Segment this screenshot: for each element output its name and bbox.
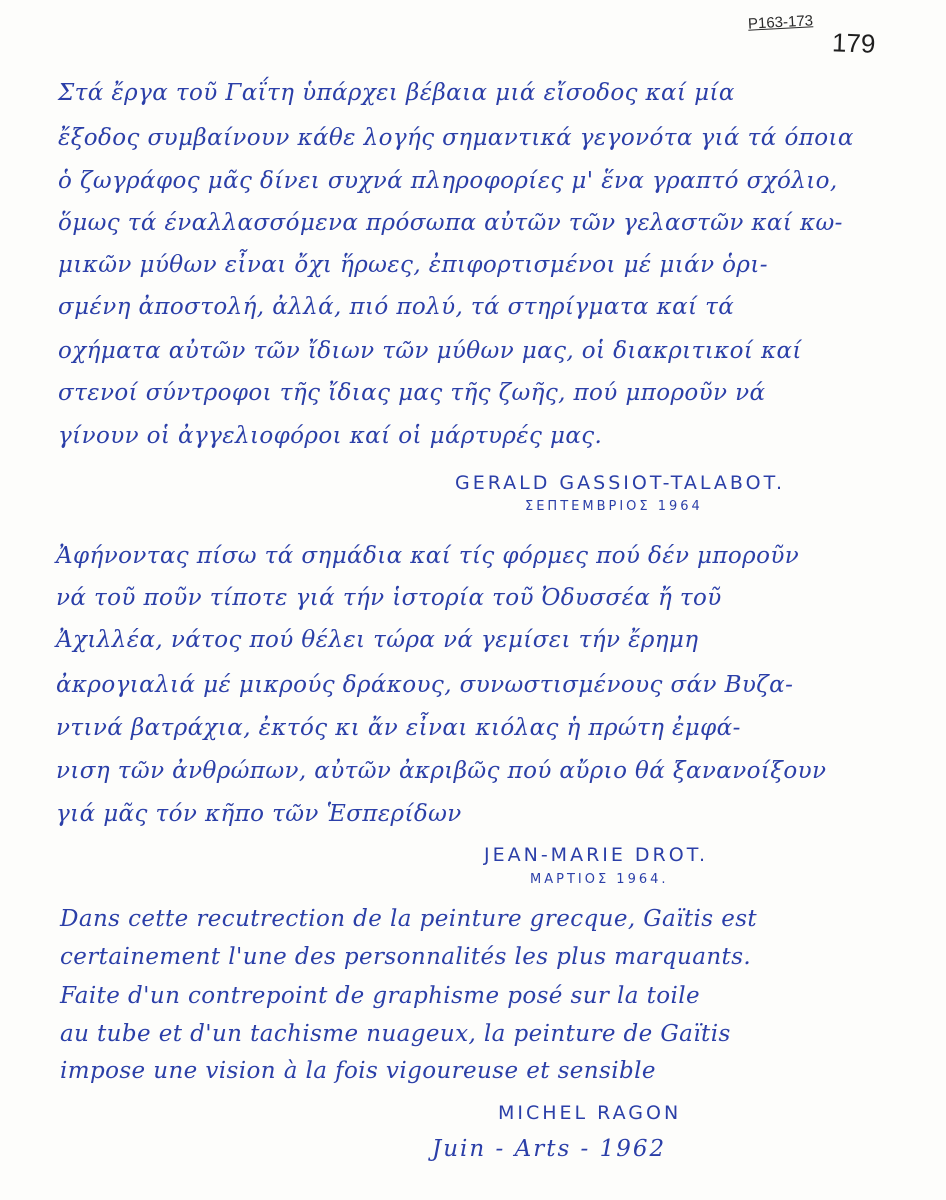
text-line: ἔξοδος συμβαίνουν κάθε λογής σημαντικά γεγονότα γιά τά όποια (58, 125, 854, 151)
author-signature: GERALD GASSIOT-TALABOT. (455, 472, 785, 494)
text-line: ὁ ζωγράφος μᾶς δίνει συχνά πληροφορίες μ' ἕνα γραπτό σχόλιο, (58, 168, 838, 194)
text-line: ἀκρογιαλιά μέ μικρούς δράκους, συνωστισμένους σάν Βυζα- (56, 672, 794, 698)
text-line: οχήματα αὐτῶν τῶν ἴδιων τῶν μύθων μας, οἱ διακριτικοί καί (58, 338, 802, 364)
author-signature: MICHEL RAGON (498, 1102, 682, 1124)
text-line: Στά ἔργα τοῦ Γαΐτη ὑπάρχει βέβαια μιά εἴσοδος καί μία (58, 80, 735, 106)
text-line: Ἀφήνοντας πίσω τά σημάδια καί τίς φόρμες πού δέν μποροῦν (56, 543, 800, 569)
text-line: νιση τῶν ἀνθρώπων, αὐτῶν ἀκριβῶς πού αὔριο θά ξανανοίξουν (56, 758, 827, 784)
text-line: Faite d'un contrepoint de graphisme posé sur la toile (60, 983, 701, 1009)
text-line: ὅμως τά έναλλασσόμενα πρόσωπα αὐτῶν τῶν γελαστῶν καί κω- (58, 210, 843, 236)
reference-number: P163-173 (747, 12, 814, 33)
text-line: γιά μᾶς τόν κῆπο τῶν Ἑσπερίδων (56, 801, 462, 827)
page-number: 179 (831, 27, 876, 59)
text-line: au tube et d'un tachisme nuageux, la peinture de Gaïtis (60, 1021, 731, 1047)
signature-date: ΣΕΠΤΕΜΒΡΙΟΣ 1964 (525, 499, 703, 514)
text-line: certainement l'une des personnalités les plus marquants. (60, 944, 752, 970)
text-line: Dans cette recutrection de la peinture grecque, Gaïtis est (60, 906, 758, 932)
text-line: σμένη ἀποστολή, ἀλλά, πιό πολύ, τά στηρίγματα καί τά (58, 294, 735, 320)
text-line: ντινά βατράχια, ἐκτός κι ἄν εἶναι κιόλας ἡ πρώτη ἐμφά- (56, 715, 741, 741)
text-line: στενοί σύντροφοι τῆς ἴδιας μας τῆς ζωῆς, πού μποροῦν νά (58, 380, 766, 406)
text-line: νά τοῦ ποῦν τίποτε γιά τήν ἱστορία τοῦ Ὀδυσσέα ἤ τοῦ (56, 585, 722, 611)
text-line: impose une vision à la fois vigoureuse et sensible (60, 1058, 656, 1084)
text-line: Ἀχιλλέα, νάτος πού θέλει τώρα νά γεμίσει τήν ἔρημη (56, 627, 699, 653)
text-line: μικῶν μύθων εἶναι ὄχι ἥρωες, ἐπιφορτισμένοι μέ μιάν ὁρι- (58, 252, 768, 278)
author-signature: JEAN-MARIE DROT. (484, 844, 709, 866)
signature-date: ΜΑΡΤΙΟΣ 1964. (530, 872, 669, 887)
text-line: γίνουν οἱ ἀγγελιοφόροι καί οἱ μάρτυρές μας. (58, 423, 603, 449)
signature-date: Juin - Arts - 1962 (432, 1136, 667, 1162)
